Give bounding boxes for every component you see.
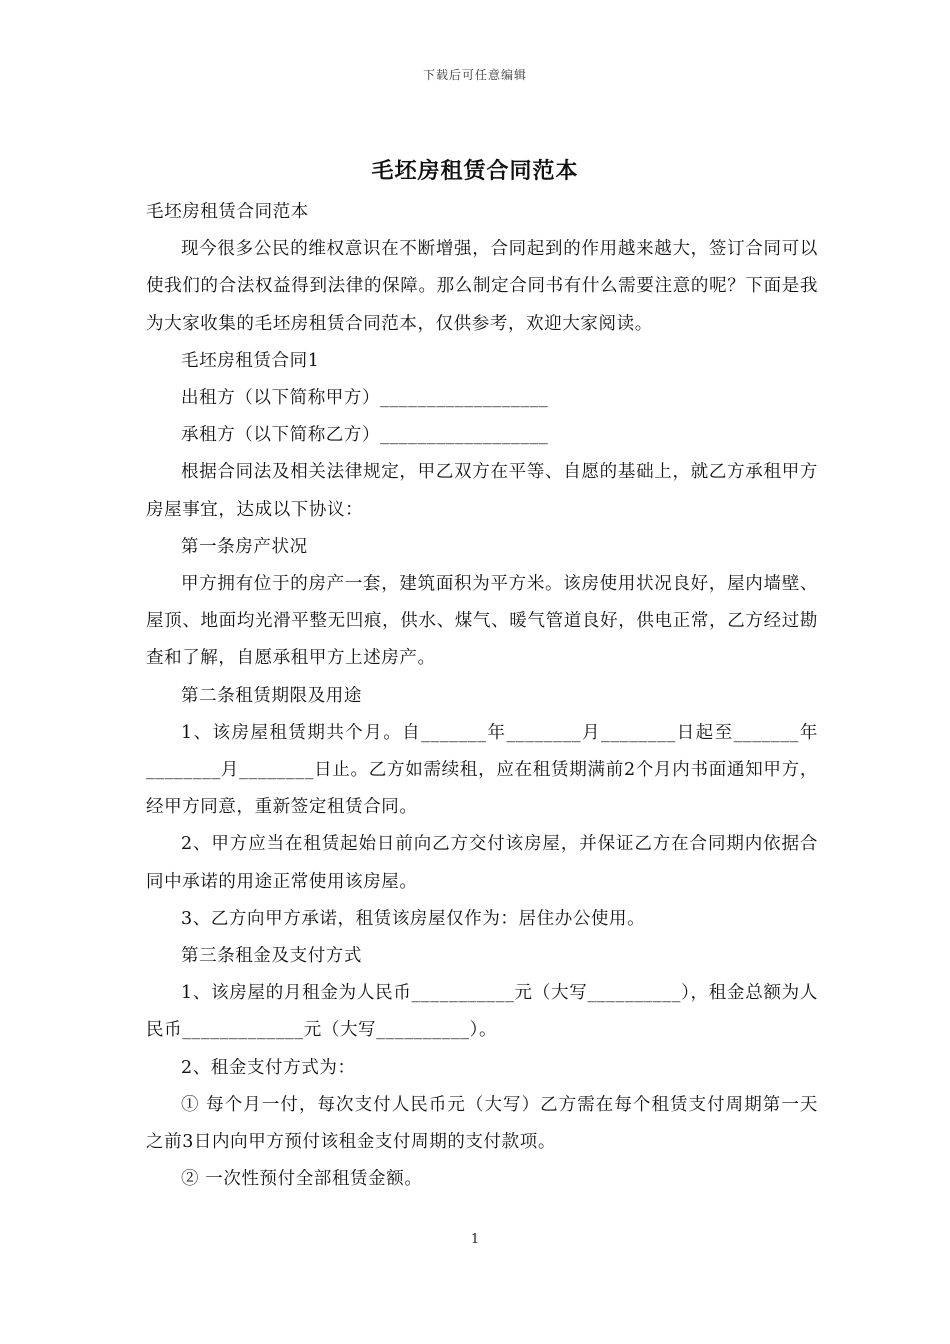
clause: 2、甲方应当在租赁起始日前向乙方交付该房屋，并保证乙方在合同期内依据合同中承诺的用途正常使用该房屋。 bbox=[146, 834, 818, 892]
section-heading: 毛坯房租赁合同1 bbox=[181, 350, 320, 371]
lessee-line: 承租方（以下简称乙方）__________________ bbox=[181, 425, 549, 446]
clause: 2、租金支付方式为： bbox=[181, 1057, 356, 1078]
paragraph: 甲方拥有位于的房产一套，建筑面积为平方米。该房使用状况良好，屋内墙壁、屋顶、地面均光滑平整无凹痕，供水、煤气、暖气管道良好，供电正常，乙方经过勘查和了解，自愿承租甲方上述房产。 bbox=[146, 574, 818, 669]
lessor-line: 出租方（以下简称甲方）__________________ bbox=[181, 388, 549, 409]
clause: ② 一次性预付全部租赁金额。 bbox=[181, 1169, 423, 1190]
paragraph: 毛坯房租赁合同范本 bbox=[146, 202, 309, 222]
clause: 3、乙方向甲方承诺，租赁该房屋仅作为：居住办公使用。 bbox=[181, 908, 646, 929]
document-body bbox=[146, 194, 818, 1198]
article-heading: 第一条房产状况 bbox=[181, 536, 308, 557]
article-heading: 第三条租金及支付方式 bbox=[181, 946, 362, 967]
document-title: 毛坯房租赁合同范本 bbox=[371, 158, 579, 184]
paragraph: 现今很多公民的维权意识在不断增强，合同起到的作用越来越大，签订合同可以使我们的合法权益得到法律的保障。那么制定合同书有什么需要注意的呢？下面是我为大家收集的毛坯房租赁合同范本，仅供参考，欢迎大家阅读。 bbox=[146, 239, 818, 334]
paragraph: 根据合同法及相关法律规定，甲乙双方在平等、自愿的基础上，就乙方承租甲方房屋事宜，达成以下协议： bbox=[146, 462, 818, 520]
header-note: 下载后可任意编辑 bbox=[422, 68, 527, 82]
clause: 1、该房屋的月租金为人民币___________元（大写__________），租金总额为人民币_____________元（大写__________）。 bbox=[146, 983, 818, 1041]
page-number: 1 bbox=[470, 1232, 480, 1247]
clause: 1、该房屋租赁期共个月。自_______年________月________日起至_______年________月________日止。乙方如需续租，应在租赁期满前2个月内书面通知甲方，经甲方同意，重新签定租赁合同。 bbox=[146, 722, 818, 818]
clause: ① 每个月一付，每次支付人民币元（大写）乙方需在每个租赁支付周期第一天之前3日内向甲方预付该租金支付周期的支付款项。 bbox=[146, 1094, 818, 1153]
article-heading: 第二条租赁期限及用途 bbox=[181, 685, 362, 706]
